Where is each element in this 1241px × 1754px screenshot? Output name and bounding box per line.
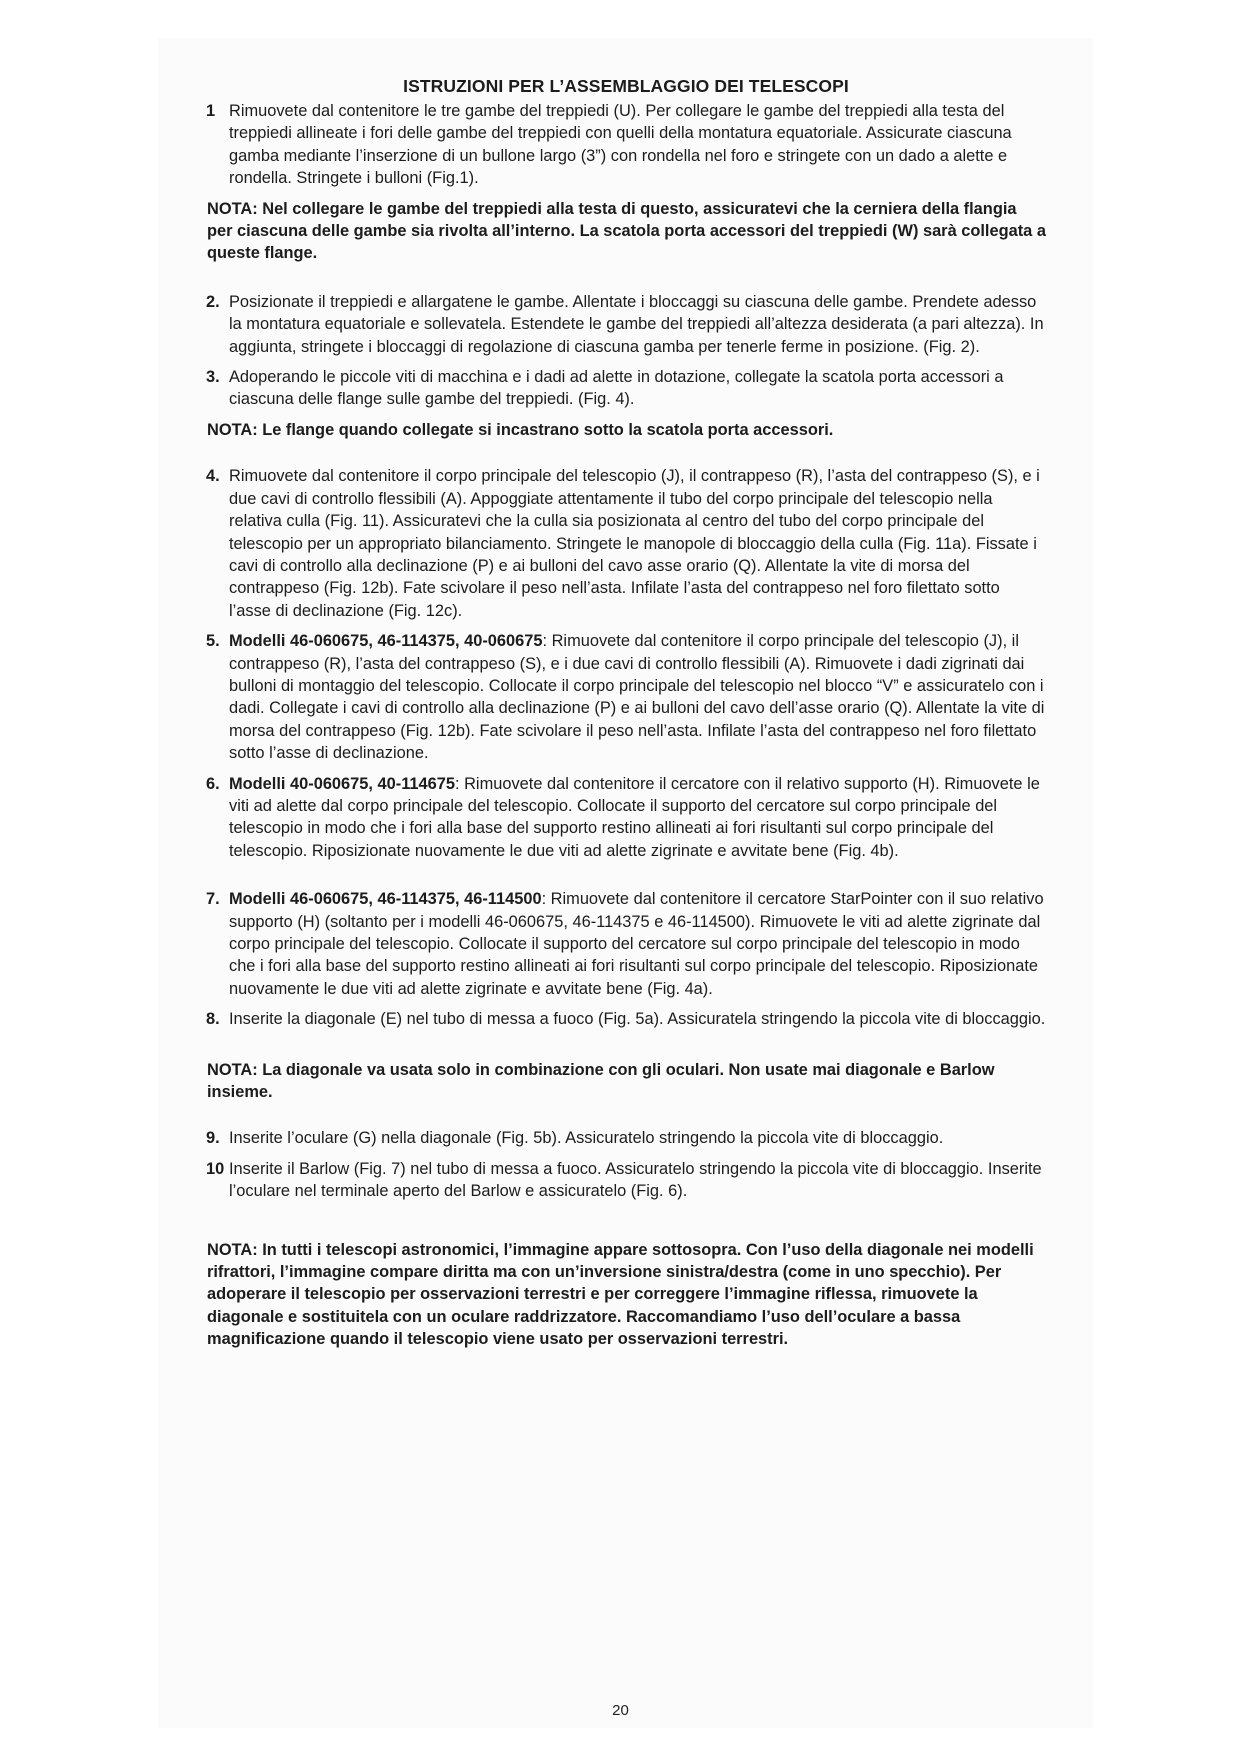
step-number: 1 (206, 102, 216, 120)
step-number: 8. (206, 1010, 220, 1029)
step-text: Rimuovete dal contenitore il corpo principale del telescopio (J), il contrappeso (R), l’asta del contrappeso (S), e i due cavi di controllo flessibili (A). Appoggiate attentamente il tubo del corpo principale del telescopio nella relativa culla (Fig. 11). Assicuratevi che la culla sia posizionata al centro del tubo del corpo principale del telescopio per un appropriato bilanciamento. Stringete le manopole di bloccaggio della culla (Fig. 11a). Fissate i cavi di controllo alla declinazione (P) e ai bulloni del cavo asse orario (Q). Allentate la vite di morsa del contrappeso (Fig. 12b). Fate scivolare il peso nell’asta. Infilate l’asta del contrappeso nel foro filettato sotto l’asse di declinazione (Fig. 12c). (229, 467, 1040, 620)
step-number: 7. (206, 890, 220, 909)
step-10 (206, 1158, 1046, 1203)
page-number: 20 (612, 1702, 629, 1719)
step-models: Modelli 40-060675, 40-114675 (229, 774, 455, 793)
step-number: 2. (206, 292, 220, 311)
step-number: 10 (206, 1159, 225, 1178)
step-text: : Rimuovete dal contenitore il cercatore StarPointer con il suo relativo supporto (H) (soltanto per i modelli 46-060675, 46-114375 e 46-114500). Rimuovete le viti ad alette zigrinate dal corpo principale del telescopio. Collocate il supporto del cercatore sul corpo principale del telescopio in modo che i fori alla base del supporto restino allineati ai fori risultanti sul corpo principale del telescopio. Riposizionate nuovamente le due viti ad alette zigrinate e avvitate bene (Fig. 4a). (229, 890, 1044, 998)
step-models: Modelli 46-060675, 46-114375, 40-060675 (229, 632, 543, 651)
step-7 (206, 888, 1046, 1000)
page-title: ISTRUZIONI PER L’ASSEMBLAGGIO DEI TELESCOPI (403, 76, 849, 96)
step-8 (206, 1008, 1046, 1030)
note-diagonal-usage: NOTA: La diagonale va usata solo in combinazione con gli oculari. Non usate mai diagonale e Barlow insieme. (207, 1060, 995, 1102)
step-3 (206, 366, 1046, 411)
step-text: : Rimuovete dal contenitore il cercatore con il relativo supporto (H). Rimuovete le viti ad alette dal corpo principale del telescopio. Collocate il supporto del cercatore sul corpo principale del telescopio in modo che i fori alla base del supporto restino allineati ai fori risultanti sul corpo principale del telescopio. Riposizionate nuovamente le due viti ad alette zigrinate e avvitate bene (Fig. 4b). (229, 774, 1040, 860)
step-number: 4. (206, 467, 220, 486)
step-5 (206, 630, 1046, 764)
step-text: Adoperando le piccole viti di macchina e i dadi ad alette in dotazione, collegate la scatola porta accessori a ciascuna delle flange sulle gambe del treppiedi. (Fig. 4). (229, 368, 1004, 409)
step-text: Inserite la diagonale (E) nel tubo di messa a fuoco (Fig. 5a). Assicuratela stringendo la piccola vite di bloccaggio. (229, 1010, 1046, 1029)
note-flanges-fit: NOTA: Le flange quando collegate si incastrano sotto la scatola porta accessori. (207, 420, 834, 439)
step-number: 9. (206, 1129, 220, 1148)
note-image-orientation: NOTA: In tutti i telescopi astronomici, l’immagine appare sottosopra. Con l’uso della diagonale nei modelli rifrattori, l’immagine compare diritta ma con un’inversione sinistra/destra (come in uno specchio). Per adoperare il telescopio per osservazioni terrestri e per correggere l’immagine riflessa, rimuovete la diagonale e sostituitela con un oculare raddrizzatore. Raccomandiamo l’uso dell’oculare a bassa magnificazione quando il telescopio viene usato per osservazioni terrestri. (207, 1240, 1034, 1349)
step-number: 5. (206, 632, 220, 651)
step-4 (206, 465, 1046, 622)
step-text: Posizionate il treppiedi e allargatene le gambe. Allentate i bloccaggi su ciascuna delle gambe. Prendete adesso la montatura equatoriale e sollevatela. Estendete le gambe del treppiedi all’altezza desiderata (a pari altezza). In aggiunta, stringete i bloccaggi di regolazione di ciascuna gamba per tenerle ferme in posizione. (Fig. 2). (229, 292, 1044, 356)
step-2 (206, 291, 1046, 358)
step-9 (206, 1127, 1046, 1149)
step-models: Modelli 46-060675, 46-114375, 46-114500 (229, 890, 542, 909)
step-text: Rimuovete dal contenitore le tre gambe del treppiedi (U). Per collegare le gambe del treppiedi alla testa del treppiedi allineate i fori delle gambe del treppiedi con quelli della montatura equatoriale. Assicurate ciascuna gamba mediante l’inserzione di un bullone largo (3”) con rondella nel foro e stringete con un dado a alette e rondella. Stringete i bulloni (Fig.1). (229, 102, 1012, 188)
document-body (206, 74, 1046, 1351)
step-6 (206, 773, 1046, 863)
note-tripod-flanges: NOTA: Nel collegare le gambe del treppiedi alla testa di questo, assicuratevi che la cerniera della flangia per ciascuna delle gambe sia rivolta all’interno. La scatola porta accessori del treppiedi (W) sarà collegata a queste flange. (207, 199, 1046, 263)
step-number: 6. (206, 774, 220, 793)
step-text: Inserite l’oculare (G) nella diagonale (Fig. 5b). Assicuratelo stringendo la piccola vite di bloccaggio. (229, 1129, 944, 1148)
step-text: : Rimuovete dal contenitore il corpo principale del telescopio (J), il contrappeso (R), l’asta del contrappeso (S), e i due cavi di controllo flessibili (A). Rimuovete i dadi zigrinati dai bulloni di montaggio del telescopio. Collocate il corpo principale del telescopio nel blocco “V” e assicuratelo con i dadi. Collegate i cavi di controllo alla declinazione (P) e ai bulloni del cavo dell’asse orario (Q). Allentate la vite di morsa del contrappeso (Fig. 12b). Fate scivolare il peso nell’asta. Infilate l’asta del contrappeso nel foro filettato sotto l’asse di declinazione. (229, 632, 1045, 763)
step-number: 3. (206, 368, 220, 387)
step-text: Inserite il Barlow (Fig. 7) nel tubo di messa a fuoco. Assicuratelo stringendo la piccola vite di bloccaggio. Inserite l’oculare nel terminale aperto del Barlow e assicuratelo (Fig. 6). (229, 1159, 1042, 1201)
step-1 (206, 100, 1046, 190)
